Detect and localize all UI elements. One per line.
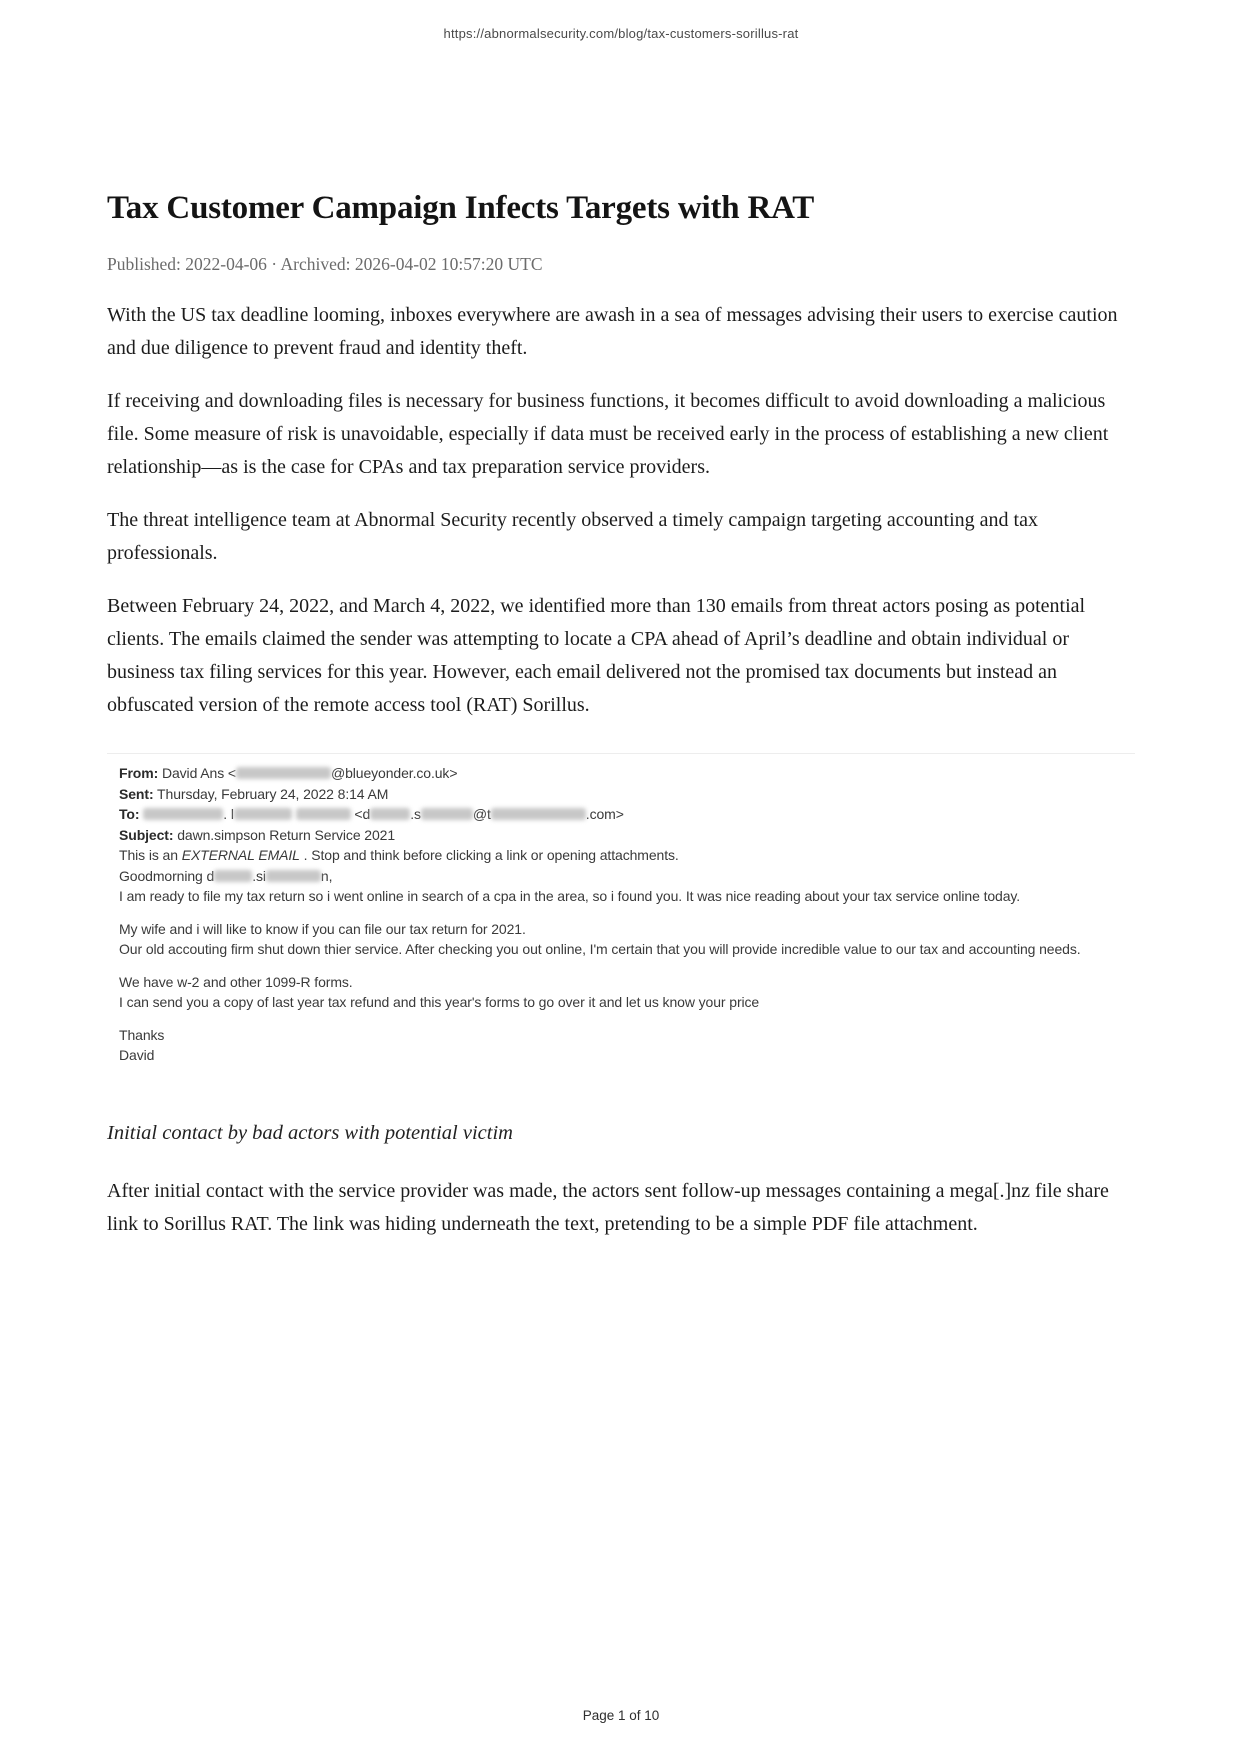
print-url-header: https://abnormalsecurity.com/blog/tax-customers-sorillus-rat: [443, 26, 799, 41]
redacted-text: [296, 808, 351, 820]
email-line: David: [119, 1047, 155, 1063]
redacted-text: [214, 870, 252, 882]
email-screenshot: [107, 753, 1135, 1072]
external-email-warning: EXTERNAL EMAIL: [181, 847, 300, 863]
email-line: Our old accouting firm shut down thier service. After checking you out online, I'm certain that you will provide incredible value to our tax and accounting needs.: [119, 941, 1081, 957]
redacted-text: [143, 808, 223, 820]
redacted-text: [236, 767, 331, 779]
email-field-label: To:: [119, 806, 140, 822]
closing-paragraphs: [107, 1175, 1135, 1241]
email-line: We have w-2 and other 1099-R forms.: [119, 973, 353, 990]
email-field-label: From:: [119, 765, 159, 781]
email-line: Goodmorning d .si n,: [119, 867, 333, 884]
paragraph: After initial contact with the service provider was made, the actors sent follow-up messages containing a mega[.]nz file share link to Sorillus RAT. The link was hiding underneath the text, pretending to be a simple PDF file attachment.: [107, 1179, 1109, 1235]
email-line: Subject: dawn.simpson Return Service 2021: [119, 826, 396, 843]
redacted-text: [491, 808, 586, 820]
email-line: I am ready to file my tax return so i went online in search of a cpa in the area, so i found you. It was nice reading about your tax service online today.: [119, 888, 1021, 904]
paragraph: With the US tax deadline looming, inboxes everywhere are awash in a sea of messages advising their users to exercise caution and due diligence to prevent fraud and identity theft.: [107, 304, 1118, 359]
email-line: From: David Ans < @blueyonder.co.uk>: [119, 765, 458, 781]
redacted-text: [370, 808, 410, 820]
redacted-text: [266, 870, 321, 882]
email-line: This is an EXTERNAL EMAIL . Stop and think before clicking a link or opening attachments.: [119, 847, 679, 863]
redacted-text: [421, 808, 473, 820]
email-line: My wife and i will like to know if you can file our tax return for 2021.: [119, 920, 526, 937]
article-content: [107, 0, 1135, 1241]
article-title: Tax Customer Campaign Infects Targets with RAT: [107, 190, 815, 226]
article-paragraphs: [107, 299, 1135, 722]
redacted-text: [234, 808, 292, 820]
paragraph: The threat intelligence team at Abnormal Security recently observed a timely campaign targeting accounting and tax professionals.: [107, 509, 1038, 564]
page-number: Page 1 of 10: [582, 1708, 660, 1723]
email-blank-line: [119, 907, 1135, 919]
email-line: Thanks: [119, 1026, 165, 1043]
email-line: I can send you a copy of last year tax refund and this year's forms to go over it and let us know your price: [119, 994, 760, 1010]
article-meta: Published: 2022-04-06 · Archived: 2026-04-02 10:57:20 UTC: [107, 254, 543, 274]
figure-caption: Initial contact by bad actors with potential victim: [107, 1121, 513, 1144]
email-line: To: . l <d .s @t .com>: [119, 806, 624, 822]
email-blank-line: [119, 1013, 1135, 1025]
email-line: Sent: Thursday, February 24, 2022 8:14 AM: [119, 785, 389, 802]
email-field-label: Subject:: [119, 826, 174, 843]
email-field-label: Sent:: [119, 785, 154, 802]
paragraph: Between February 24, 2022, and March 4, 2022, we identified more than 130 emails from threat actors posing as potential clients. The emails claimed the sender was attempting to locate a CPA ahead of April’s deadline and obtain individual or business tax filing services for this year. However, each email delivered not the promised tax documents but instead an obfuscated version of the remote access tool (RAT) Sorillus.: [107, 595, 1086, 716]
paragraph: If receiving and downloading files is necessary for business functions, it becomes difficult to avoid downloading a malicious file. Some measure of risk is unavoidable, especially if data must be received early in the process of establishing a new client relationship—as is the case for CPAs and tax preparation service providers.: [107, 390, 1109, 478]
email-blank-line: [119, 960, 1135, 972]
